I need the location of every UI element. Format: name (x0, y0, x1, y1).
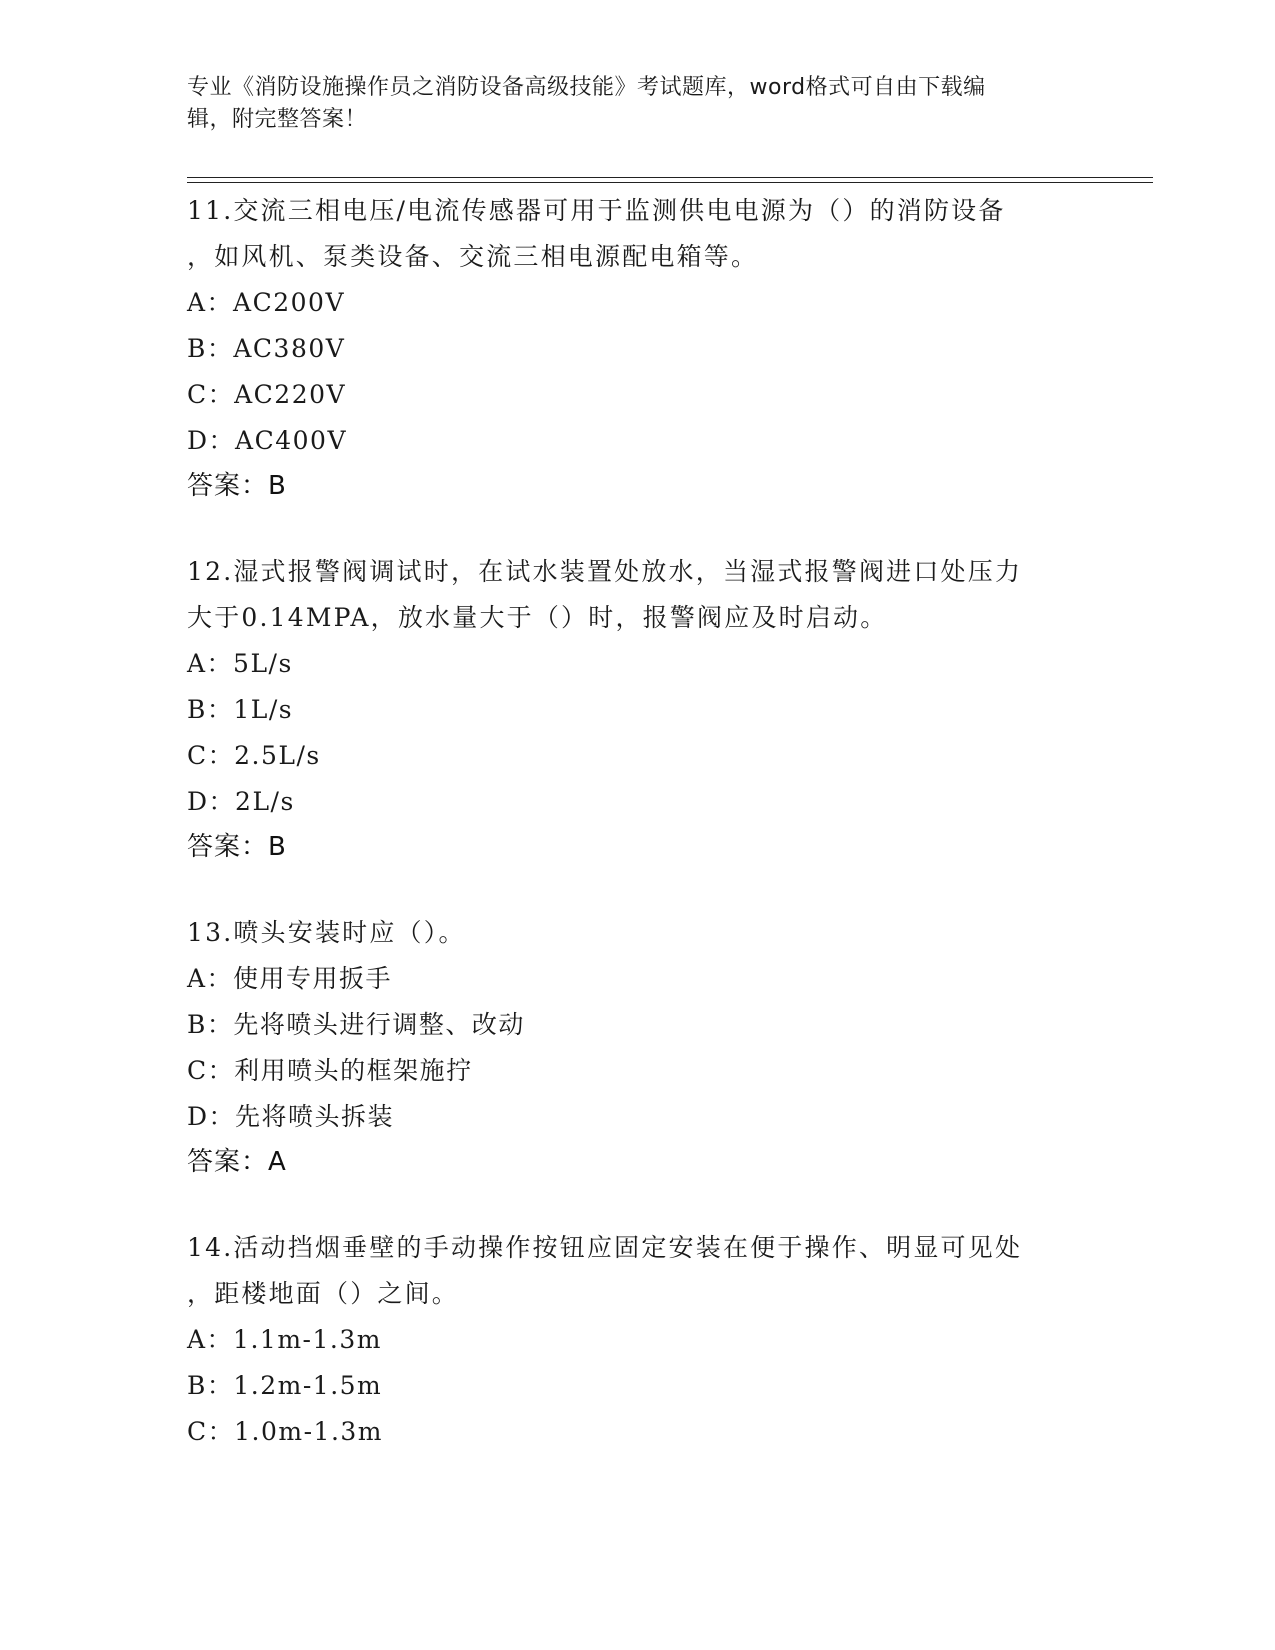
question-stem-line: 14.活动挡烟垂壁的手动操作按钮应固定安装在便于操作、明显可见处 (187, 1233, 1023, 1262)
question-list (187, 188, 1087, 1496)
option-a: A：AC200V (187, 288, 346, 317)
question-13 (187, 910, 1087, 1184)
answer-label: 答案：A (187, 1147, 287, 1177)
header-line-1: 专业《消防设施操作员之消防设备高级技能》考试题库，word格式可自由下载编 (187, 75, 986, 100)
question-14 (187, 1225, 1087, 1455)
option-a: A：5L/s (187, 649, 293, 678)
header-line-2: 辑，附完整答案！ (187, 107, 368, 132)
question-stem-line: 大于0.14MPA，放水量大于（）时，报警阀应及时启动。 (187, 603, 888, 632)
option-b: B：AC380V (187, 334, 346, 363)
header-divider-bottom (187, 182, 1153, 183)
option-b: B：1L/s (187, 695, 294, 724)
document-header (187, 72, 1067, 136)
option-a: A：1.1m-1.3m (187, 1325, 382, 1354)
option-c: C：利用喷头的框架施拧 (187, 1056, 473, 1085)
question-stem-line: 11.交流三相电压/电流传感器可用于监测供电电源为（）的消防设备 (187, 196, 1006, 225)
option-d: D：先将喷头拆装 (187, 1102, 395, 1131)
answer-label: 答案：B (187, 471, 287, 501)
option-d: D：AC400V (187, 426, 347, 455)
question-11 (187, 188, 1087, 508)
header-divider-top (187, 177, 1153, 178)
option-c: C：1.0m-1.3m (187, 1417, 384, 1446)
option-b: B：先将喷头进行调整、改动 (187, 1010, 525, 1039)
question-12 (187, 549, 1087, 869)
option-d: D：2L/s (187, 787, 295, 816)
answer-label: 答案：B (187, 832, 287, 862)
question-stem-line: 12.湿式报警阀调试时，在试水装置处放水，当湿式报警阀进口处压力 (187, 557, 1023, 586)
option-c: C：AC220V (187, 380, 347, 409)
question-stem-line: ，如风机、泵类设备、交流三相电源配电箱等。 (187, 242, 759, 271)
option-b: B：1.2m-1.5m (187, 1371, 383, 1400)
option-a: A：使用专用扳手 (187, 964, 393, 993)
question-stem-line: ，距楼地面（）之间。 (187, 1279, 460, 1308)
question-stem-line: 13.喷头安装时应（）。 (187, 918, 466, 947)
option-c: C：2.5L/s (187, 741, 321, 770)
